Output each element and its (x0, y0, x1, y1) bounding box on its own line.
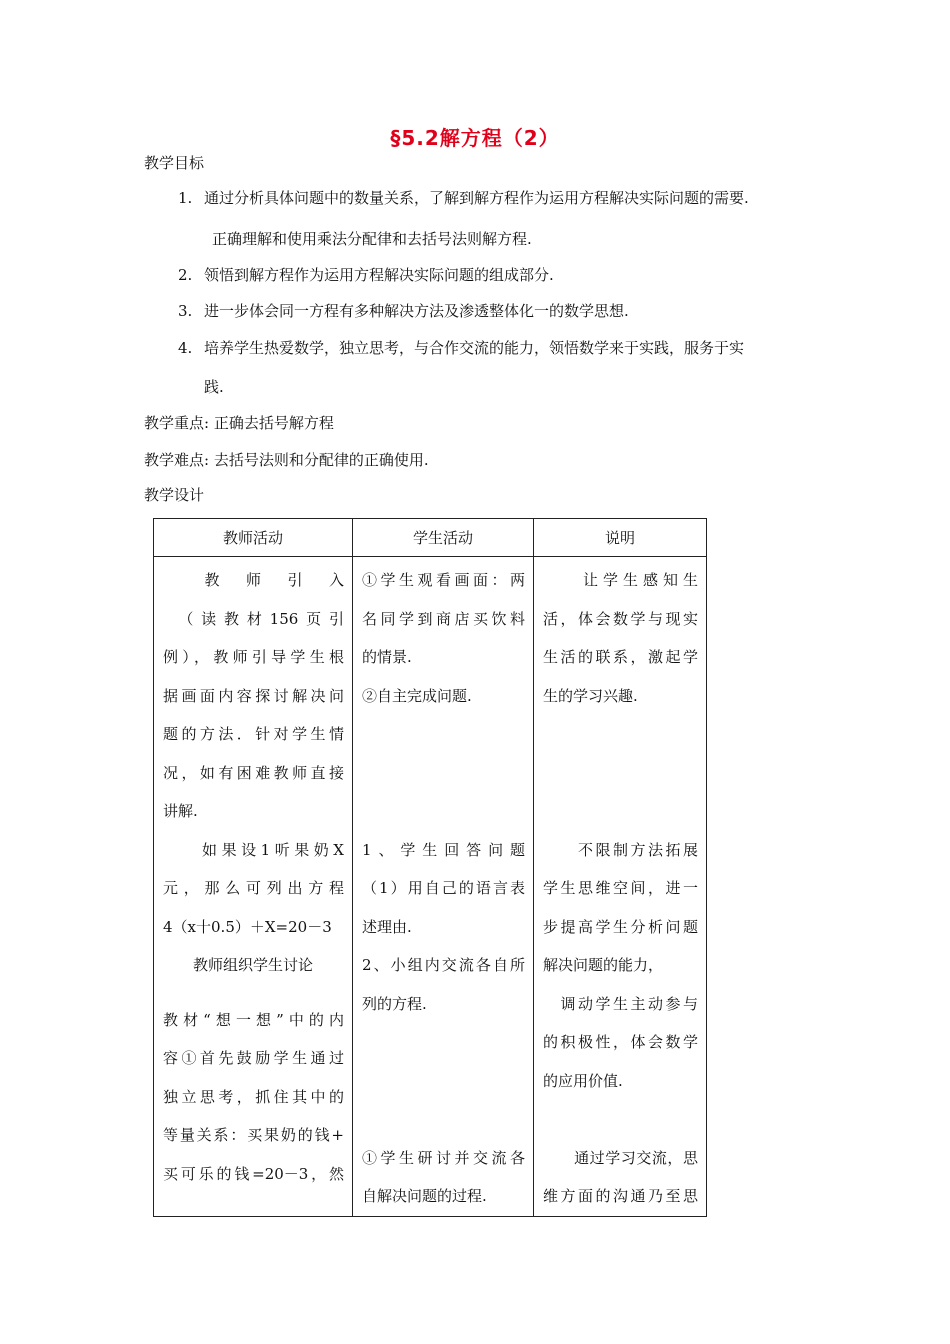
teacher-line: 独立思考，抓住其中的 (163, 1087, 344, 1106)
student-activity-cell (353, 557, 534, 1217)
teacher-line: （读教材156页引 (163, 609, 344, 628)
teacher-line: 元，那么可列出方程 (163, 879, 344, 897)
notes-line: 活，体会数学与现实 (543, 609, 698, 628)
student-line: 2、小组内交流各自所 (362, 956, 525, 974)
student-line: ①学生研讨并交流各 (362, 1148, 525, 1167)
teacher-line: 买可乐的钱=20－3，然 (163, 1164, 344, 1183)
objective-text: 领悟到解方程作为运用方程解决实际问题的组成部分. (204, 266, 554, 284)
teacher-line: 等量关系：买果奶的钱+ (163, 1126, 344, 1144)
student-line: ②自主完成问题. (362, 686, 472, 705)
teacher-line: 如果设1听果奶X (163, 840, 344, 859)
objective-4-line-2: 践. (204, 378, 224, 396)
objective-1-line-2: 正确理解和使用乘法分配律和去括号法则解方程. (212, 230, 532, 248)
objective-2 (178, 265, 554, 285)
page-title: §5.2解方程（2） (390, 126, 560, 150)
difficulty: 教学难点: 去括号法则和分配律的正确使用. (144, 451, 429, 469)
table-row (154, 557, 707, 1217)
objective-4-line-1 (178, 338, 744, 358)
student-line: 列的方程. (362, 994, 427, 1013)
objective-text: 通过分析具体问题中的数量关系，了解到解方程作为运用方程解决实际问题的需要. (204, 189, 749, 207)
objective-text: 培养学生热爱数学，独立思考，与合作交流的能力，领悟数学来于实践，服务于实 (204, 339, 745, 357)
objective-text: 进一步体会同一方程有多种解决方法及渗透整体化一的数学思想. (204, 302, 629, 320)
header-student-activity: 学生活动 (353, 519, 534, 557)
notes-line: 学生思维空间，进一 (543, 879, 698, 897)
student-line: 1、学生回答问题 (362, 840, 525, 859)
spacer (362, 1023, 525, 1062)
teacher-line: 例），教师引导学生根 (163, 648, 344, 666)
teacher-line: 教师组织学生讨论 (163, 956, 314, 974)
teacher-line: 况，如有困难教师直接 (163, 763, 344, 782)
notes-line: 不限制方法拓展 (543, 840, 698, 859)
objective-1-line-1 (178, 188, 749, 208)
notes-line: 生活的联系，激起学 (543, 648, 698, 666)
spacer (362, 1100, 525, 1139)
notes-line: 的积极性，体会数学 (543, 1033, 698, 1051)
notes-line: 调动学生主动参与 (543, 994, 698, 1013)
spacer (362, 792, 525, 831)
header-notes: 说明 (534, 519, 707, 557)
student-line: （1）用自己的语言表 (362, 879, 525, 897)
design-heading: 教学设计 (144, 486, 205, 504)
spacer (543, 754, 698, 793)
header-teacher-activity: 教师活动 (154, 519, 353, 557)
notes-line: 解决问题的能力， (543, 956, 664, 974)
teacher-line: 教师引入 (163, 571, 344, 589)
objective-number: 3. (178, 302, 193, 320)
objective-3 (178, 301, 629, 321)
spacer (362, 754, 525, 793)
objective-number: 4. (178, 339, 193, 357)
student-line: ①学生观看画面：两 (362, 571, 525, 589)
student-line: 名同学到商店买饮料 (362, 609, 525, 628)
student-line: 述理由. (362, 917, 412, 936)
table-header-row (154, 519, 707, 557)
teacher-line: 容①首先鼓励学生通过 (163, 1049, 344, 1067)
teacher-line: 讲解. (163, 802, 198, 820)
notes-line: 的应用价值. (543, 1071, 623, 1090)
teacher-line: 4（x十0.5）＋X=20－3 (163, 917, 332, 936)
teacher-line: 据画面内容探讨解决问 (163, 686, 344, 705)
teacher-activity-cell (154, 557, 353, 1217)
objective-number: 1. (178, 189, 193, 207)
spacer (163, 985, 344, 1001)
spacer (543, 715, 698, 754)
notes-line: 通过学习交流，思 (543, 1148, 698, 1167)
spacer (543, 792, 698, 831)
student-line: 自解决问题的过程. (362, 1187, 487, 1205)
teacher-line: 教材“想一想”中的内 (163, 1010, 344, 1029)
spacer (543, 1100, 698, 1139)
notes-line: 步提高学生分析问题 (543, 917, 698, 936)
notes-line: 生的学习兴趣. (543, 686, 638, 705)
spacer (362, 715, 525, 754)
notes-line: 维方面的沟通乃至思 (543, 1187, 698, 1205)
key-point: 教学重点: 正确去括号解方程 (144, 414, 334, 432)
notes-line: 让学生感知生 (543, 571, 698, 589)
notes-cell (534, 557, 707, 1217)
spacer (362, 1062, 525, 1101)
objective-number: 2. (178, 266, 193, 284)
student-line: 的情景. (362, 648, 412, 666)
teaching-design-table (153, 518, 707, 1217)
objectives-heading: 教学目标 (144, 154, 205, 172)
teacher-line: 题的方法．针对学生情 (163, 725, 344, 743)
